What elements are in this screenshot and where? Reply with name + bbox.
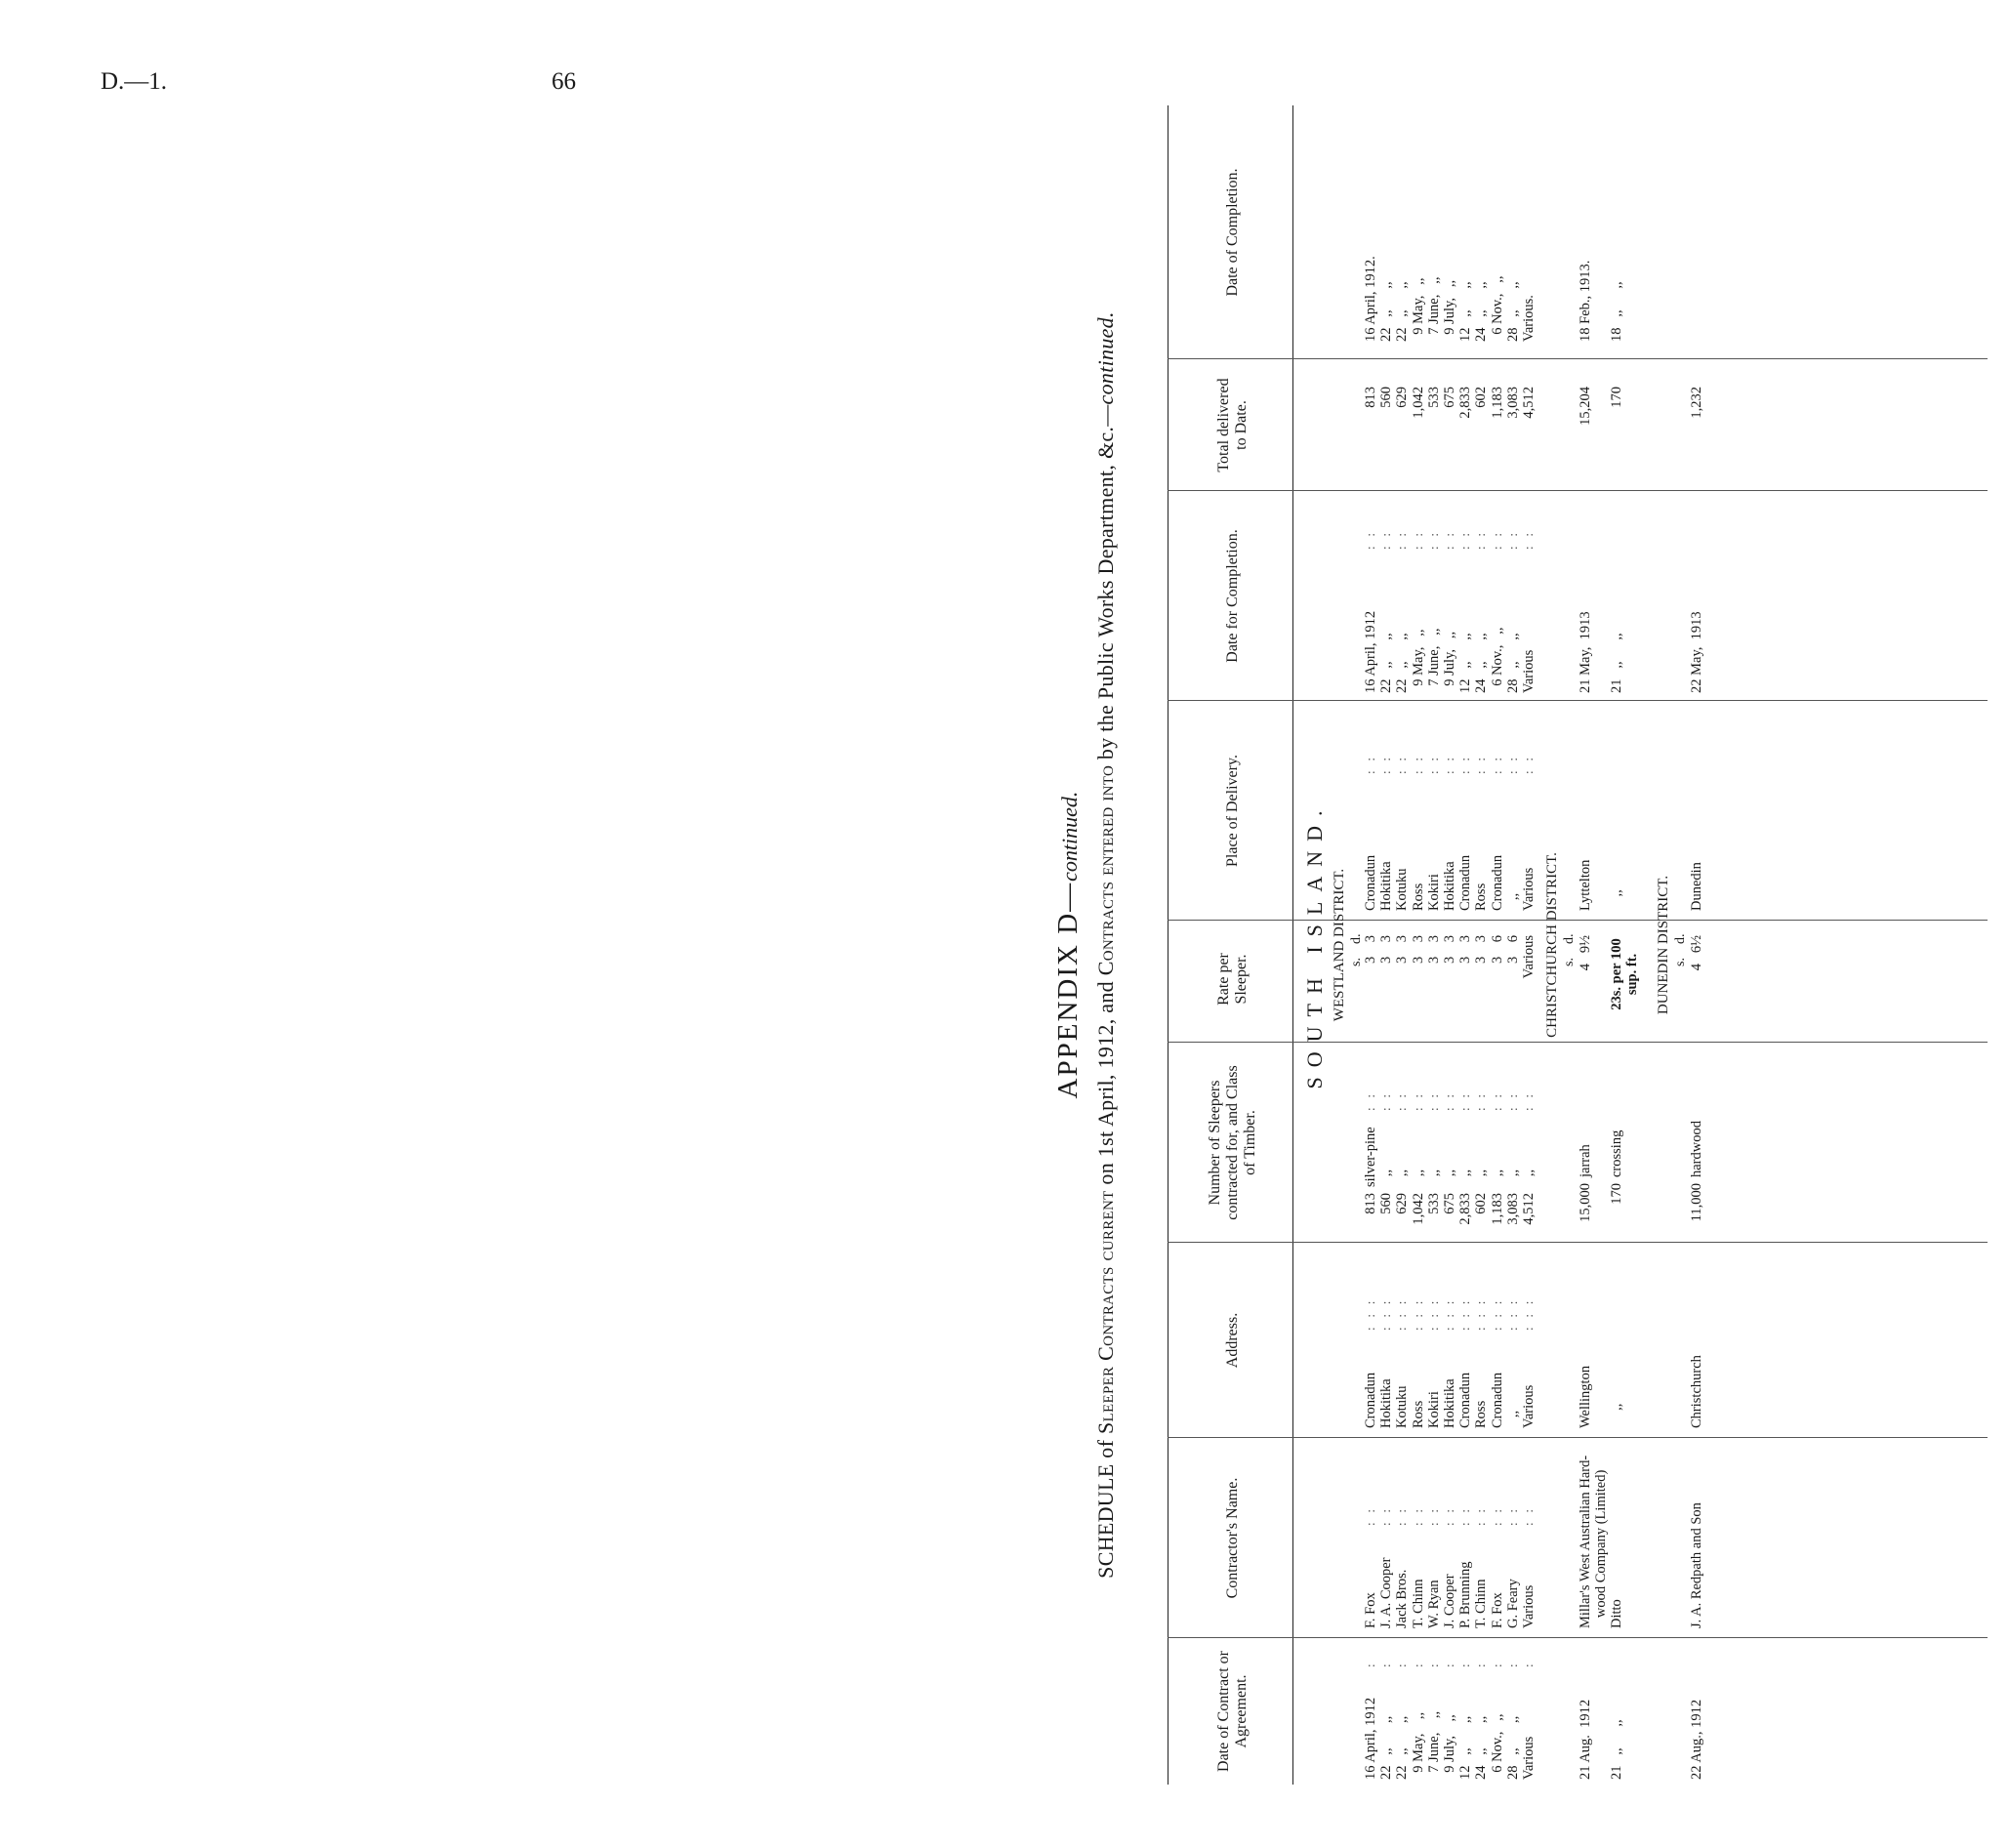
appendix-title [1052, 105, 1085, 1785]
column-divider [1168, 358, 1988, 359]
westland-numbers: 813 560 629 1,042 533 675 2,833 602 1,183 3,083 4,512 [1363, 1193, 1538, 1225]
dunedin-totals: 1,232 [1689, 387, 1704, 419]
document-reference: D.—1. [101, 68, 168, 95]
westland-addresses: Cronadun Hokitika Kotuku Ross Kokiri Hokitika Cronadun Ross Cronadun ,, Various [1363, 1372, 1538, 1428]
christchurch-dates: 21 Aug. 1912 21 ,, ,, [1578, 1699, 1625, 1780]
column-divider [1168, 1242, 1988, 1243]
schedule-title-italic: continued. [1093, 311, 1118, 405]
page-number: 66 [552, 68, 576, 95]
dunedin-dates-for-completion: 22 May, 1913 [1689, 611, 1704, 693]
schedule-title-a: SCHEDULE of [1093, 1433, 1118, 1579]
dunedin-numbers: 11,000 [1689, 1183, 1704, 1222]
westland-dates-for-completion: 16 April, 1912 22 ,, ,, 22 ,, ,, 9 May, ,, 7 June, ,, 9 July, ,, 12 ,, ,, 24 ,, ,, 6 Nov., ,, 28 ,, ,, Various [1363, 610, 1538, 693]
leader-dots: : : : : : : : : : : : : : : : : : : : : : : [1363, 1094, 1537, 1111]
leader-dots: : : : : : : : : : : : : : : : : : : : : : : [1363, 533, 1537, 550]
leader-dots: : : : : : : : : : : : [1363, 1663, 1537, 1667]
westland-timber: silver-pine ,, ,, ,, ,, ,, ,, ,, ,, ,, ,, [1363, 1127, 1538, 1187]
christchurch-contractors: Millar's West Australian Hard- wood Company (Limited) Ditto [1578, 1455, 1625, 1628]
column-header-date-of-completion: Date of Completion. [1224, 168, 1241, 297]
christchurch-places: Lyttelton ,, [1578, 859, 1625, 911]
christchurch-dates-for-completion: 21 May, 1913 21 ,, ,, [1578, 611, 1625, 693]
column-header-place: Place of Delivery. [1224, 755, 1241, 867]
dunedin-addresses: Christchurch [1689, 1355, 1704, 1428]
dunedin-places: Dunedin [1689, 862, 1704, 911]
column-divider [1168, 700, 1988, 701]
rate-unit-label: s. d. [1673, 933, 1688, 966]
westland-places: Cronadun Hokitika Kotuku Ross Kokiri Hokitika Cronadun Ross Cronadun ,, Various [1363, 854, 1538, 911]
column-divider [1168, 1042, 1988, 1043]
column-divider [1168, 1637, 1988, 1638]
column-divider [1168, 490, 1988, 491]
schedule-title [1093, 105, 1119, 1785]
dunedin-contractors: J. A. Redpath and Son [1689, 1502, 1704, 1628]
rate-unit-label: s. d. [1562, 933, 1577, 966]
schedule-table [1168, 105, 1988, 1785]
column-header-number: Number of Sleepers contracted for, and Class of Timber. [1207, 1065, 1258, 1220]
christchurch-rate-jarrah: 4 9½ [1578, 935, 1593, 971]
column-header-rate: Rate per Sleeper. [1215, 953, 1250, 1006]
schedule-title-b: on 1st April, 1912, and [1093, 975, 1118, 1191]
leader-dots: : : : : : : : : : : : : : : : : : : : : : : [1363, 1509, 1537, 1526]
column-divider [1168, 920, 1988, 921]
appendix-title-italic: continued. [1057, 791, 1082, 882]
westland-dates: 16 April, 1912 22 ,, ,, 22 ,, ,, 9 May, ,, 7 June, ,, 9 July, ,, 12 ,, ,, 24 ,, ,, 6 Nov., ,, 28 ,, ,, Various [1363, 1697, 1538, 1780]
westland-contractors: F. Fox J. A. Cooper Jack Bros. T. Chinn W. Ryan J. Cooper P. Brunning T. Chinn F. Fox G. Feary Various [1363, 1557, 1538, 1628]
dunedin-dates: 22 Aug., 1912 [1689, 1699, 1704, 1780]
section-christchurch: CHRISTCHURCH DISTRICT. [1544, 852, 1560, 1038]
section-westland: WESTLAND DISTRICT. [1332, 868, 1347, 1022]
section-dunedin: DUNEDIN DISTRICT. [1656, 875, 1671, 1015]
schedule-title-sc: Sleeper Contracts current [1093, 1190, 1118, 1434]
column-divider [1168, 1437, 1988, 1438]
westland-totals: 813 560 629 1,042 533 675 2,833 602 1,183 3,083 4,512 [1363, 387, 1538, 419]
schedule-title-sc2: Contracts entered into [1093, 764, 1118, 976]
christchurch-rate-crossing: 23s. per 100 sup. ft. [1609, 938, 1641, 1010]
rotated-landscape-page [1052, 105, 2009, 1785]
christchurch-addresses: Wellington ,, [1578, 1365, 1625, 1428]
schedule-title-c: by the Public Works Department, &c.— [1093, 404, 1118, 765]
westland-dates-of-completion: 16 April, 1912. 22 ,, ,, 22 ,, ,, 9 May, ,, 7 June, ,, 9 July, ,, 12 ,, ,, 24 ,, ,, 6 Nov., ,, 28 ,, ,, Various. [1363, 256, 1538, 342]
column-header-date-for-completion: Date for Completion. [1224, 529, 1241, 663]
dunedin-timber: hardwood [1689, 1121, 1704, 1177]
column-header-date: Date of Contract or Agreement. [1215, 1651, 1250, 1772]
titles [1052, 105, 1179, 1785]
christchurch-timber: jarrah crossing [1578, 1129, 1625, 1177]
rate-unit-label: s. d. [1349, 933, 1364, 966]
christchurch-dates-of-completion: 18 Feb., 1913. 18 ,, ,, [1578, 260, 1625, 342]
leader-dots: : : : : : : : : : : : : : : : : : : : : : : : : : : : : : : : : : [1363, 1300, 1537, 1331]
christchurch-totals: 15,204 170 [1578, 387, 1625, 426]
christchurch-numbers: 15,000 170 [1578, 1183, 1625, 1222]
section-island: SOUTH ISLAND. [1302, 801, 1327, 1089]
column-header-address: Address. [1224, 1312, 1241, 1369]
leader-dots: : : : : : : : : : : : : : : : : : : : : : : [1363, 758, 1537, 774]
header-bottom-rule [1292, 105, 1293, 1785]
appendix-title-main: APPENDIX D— [1052, 881, 1084, 1099]
column-header-total-delivered: Total delivered to Date. [1215, 378, 1250, 472]
column-header-contractor: Contractor's Name. [1224, 1477, 1241, 1599]
westland-rates: 3 3 3 3 3 3 3 3 3 3 3 3 3 3 3 3 3 6 3 6 Various [1363, 935, 1538, 979]
dunedin-rate: 4 6½ [1689, 935, 1704, 971]
